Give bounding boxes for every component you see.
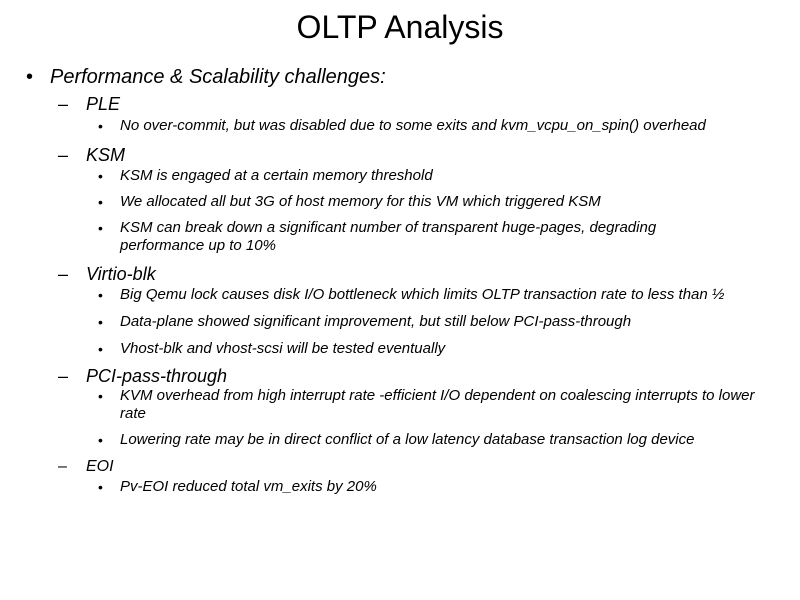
dash-icon: – [58, 458, 67, 475]
list-item-text: We allocated all but 3G of host memory for this VM which triggered KSM [120, 193, 601, 210]
bullet-icon: • [98, 194, 103, 210]
section-pci-pass-through [58, 365, 228, 387]
section-ple [58, 93, 121, 115]
slide-title: OLTP Analysis [296, 9, 504, 45]
bullet-icon: • [98, 479, 103, 495]
bullet-icon: • [98, 287, 103, 303]
bullet-icon: • [98, 388, 103, 404]
list-item-text: KSM is engaged at a certain memory threshold [120, 167, 433, 184]
list-item-text: No over-commit, but was disabled due to some exits and kvm_vcpu_on_spin() overhead [120, 117, 706, 134]
section-label: PCI-pass-through [86, 366, 228, 386]
list-item [98, 387, 780, 423]
list-item-text: Pv-EOI reduced total vm_exits by 20% [120, 478, 377, 495]
bullet-icon: • [26, 66, 34, 88]
dash-icon: – [58, 145, 69, 165]
bullet-icon: • [98, 341, 103, 357]
list-item-text: Lowering rate may be in direct conflict of a low latency database transaction log device [120, 431, 695, 448]
list-item [98, 313, 780, 331]
list-item-text: Data-plane showed significant improvement, but still below PCI-pass-through [120, 313, 632, 330]
dash-icon: – [58, 94, 69, 114]
bullet-icon: • [98, 314, 103, 330]
list-item [98, 117, 780, 135]
bullet-icon: • [98, 220, 103, 236]
bullet-icon: • [98, 118, 103, 134]
bullet-icon: • [98, 168, 103, 184]
section-virtio-blk [58, 263, 156, 285]
list-item [98, 478, 780, 496]
section-label: KSM [86, 145, 126, 165]
list-item [98, 219, 720, 255]
list-item-text: KVM overhead from high interrupt rate -efficient I/O dependent on coalescing interrupts to lower rate [120, 387, 755, 422]
list-item [98, 193, 780, 211]
section-label: PLE [86, 94, 121, 114]
list-item-text: Vhost-blk and vhost-scsi will be tested eventually [120, 340, 446, 357]
list-item-text: KSM can break down a significant number of transparent huge-pages, degrading performance up to 10% [120, 219, 657, 254]
list-item-text: Big Qemu lock causes disk I/O bottleneck which limits OLTP transaction rate to less than ½ [120, 286, 725, 303]
section-ksm [58, 144, 126, 166]
list-item [98, 340, 780, 358]
main-bullet [26, 64, 386, 90]
list-item [98, 286, 780, 304]
dash-icon: – [58, 264, 69, 284]
bullet-icon: • [98, 432, 103, 448]
main-bullet-text: Performance & Scalability challenges: [50, 66, 386, 88]
list-item [98, 167, 780, 185]
section-label: EOI [86, 458, 114, 475]
section-label: Virtio-blk [86, 264, 156, 284]
section-eoi [58, 456, 114, 478]
dash-icon: – [58, 366, 69, 386]
list-item [98, 431, 780, 449]
